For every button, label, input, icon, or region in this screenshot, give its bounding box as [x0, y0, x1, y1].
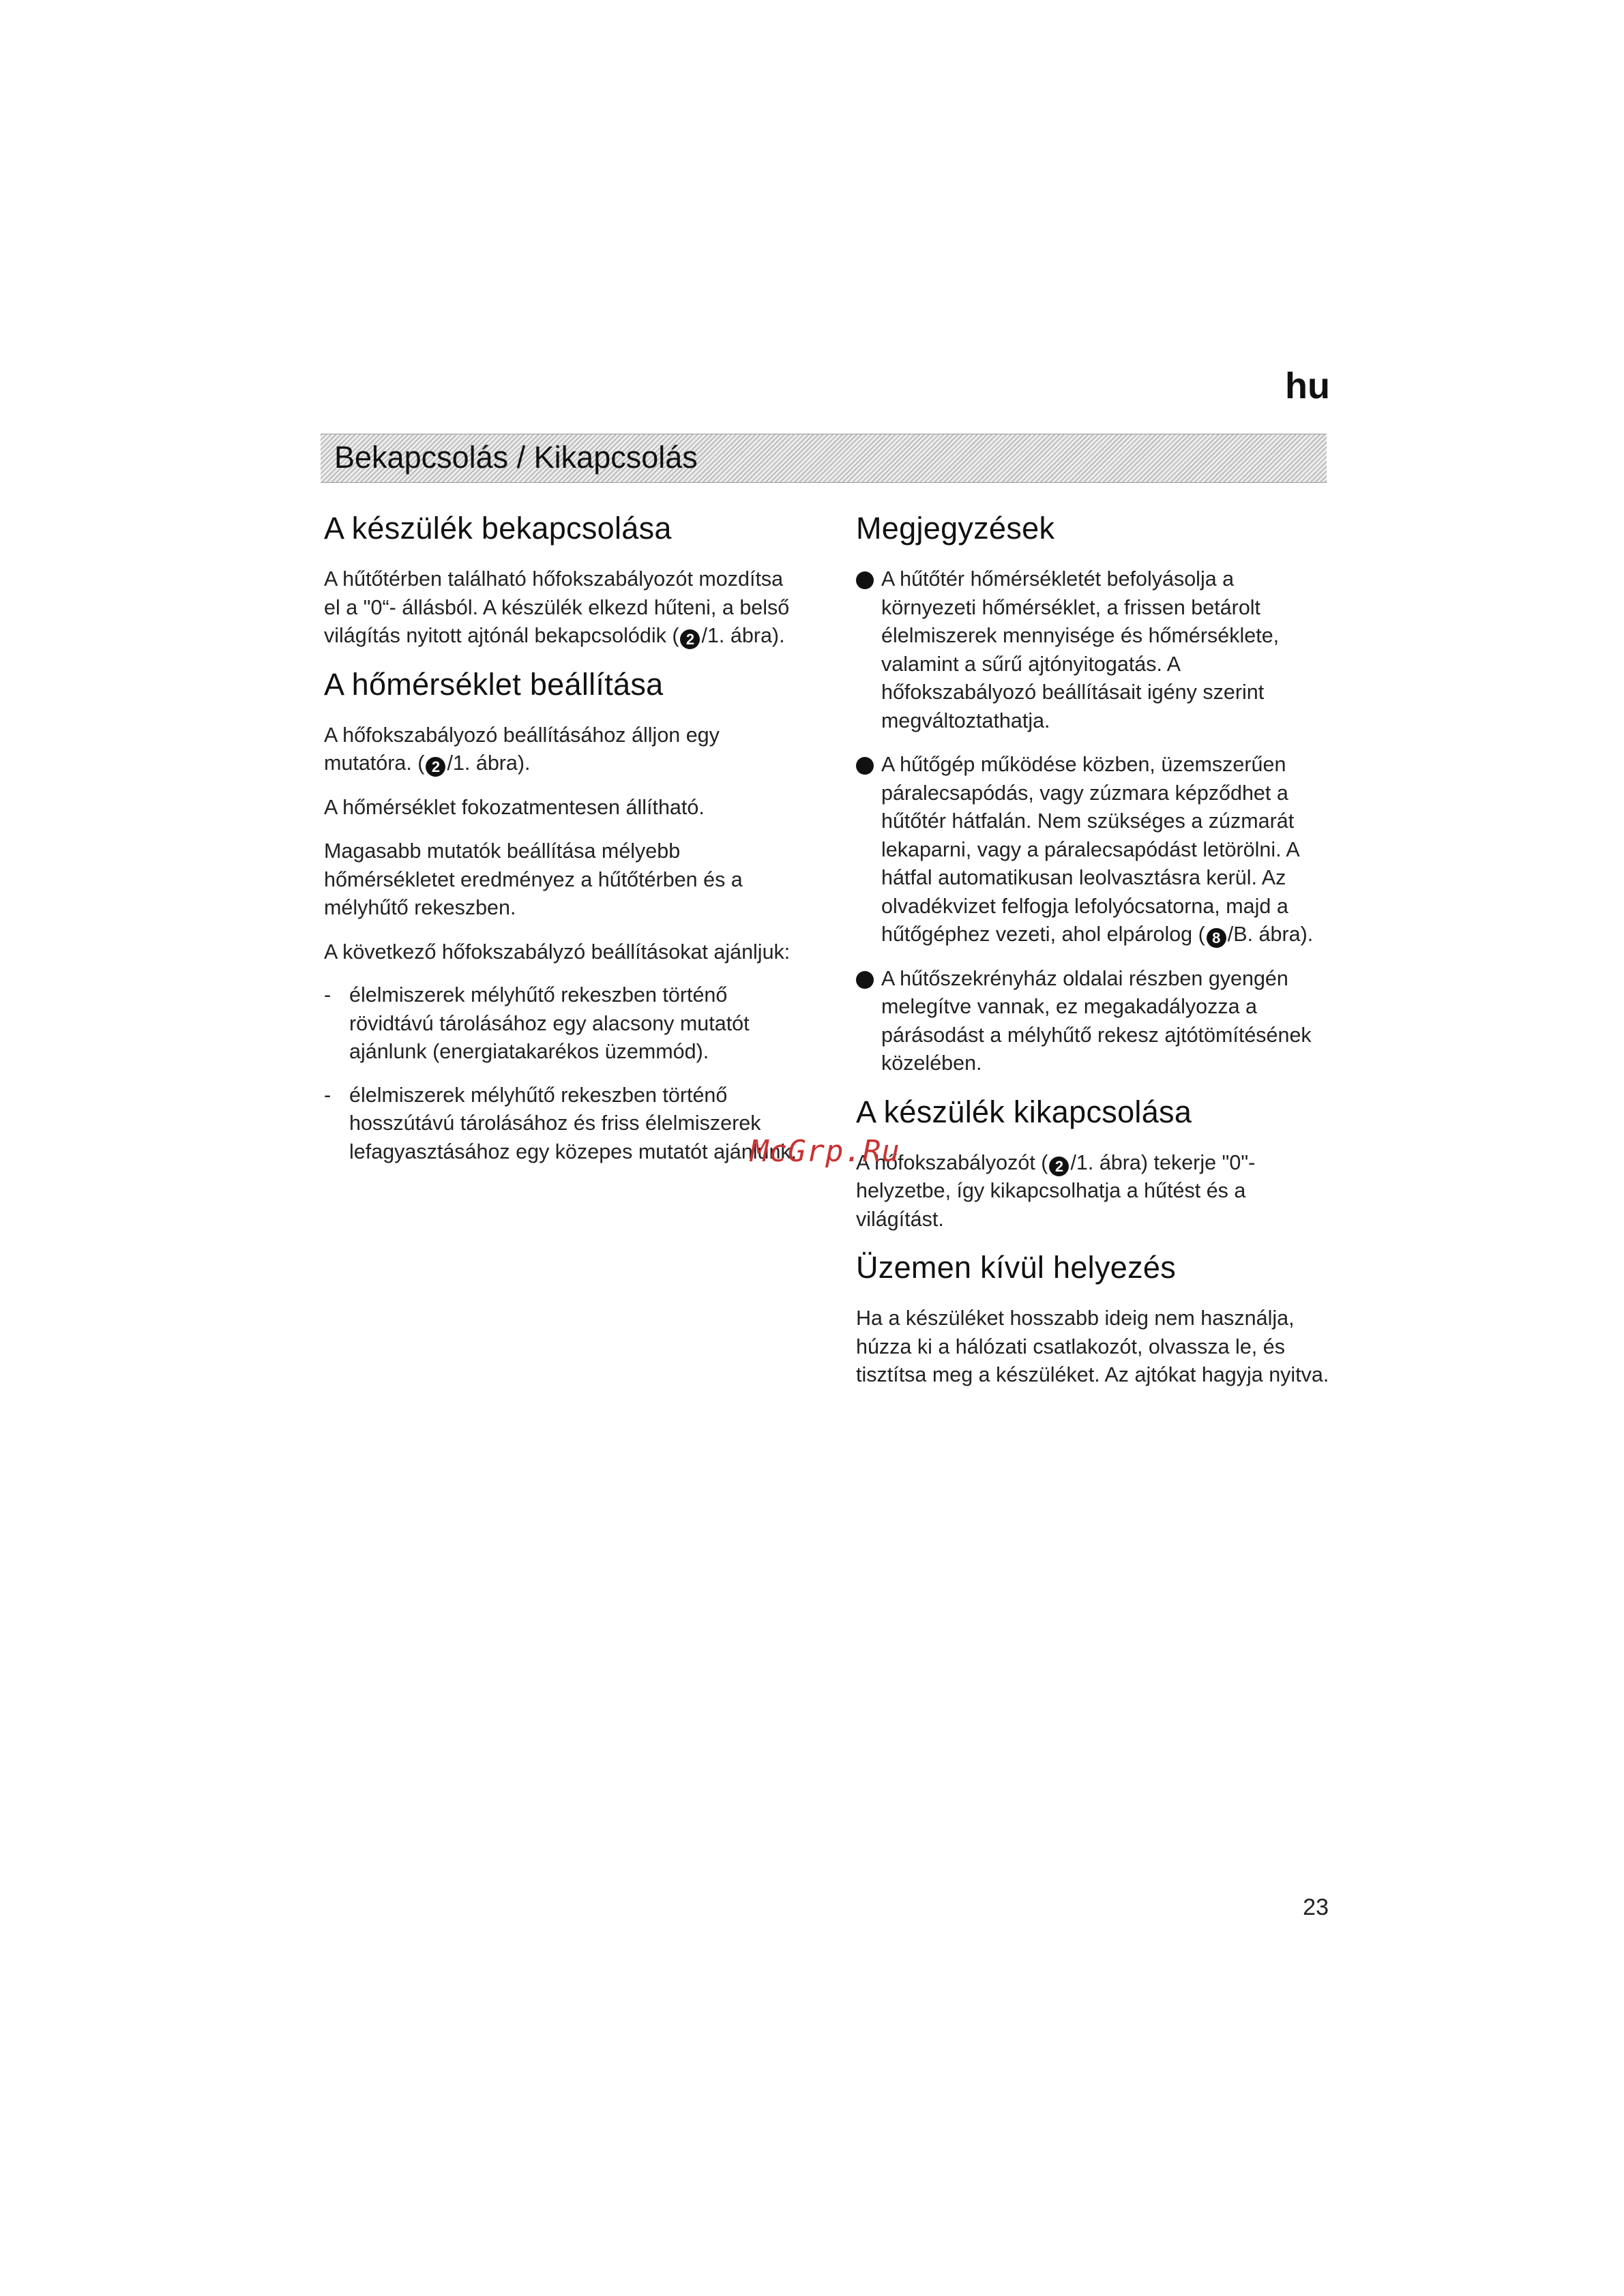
temperature-paragraph-1: A hőfokszabályozó beállításához álljon egy mutatóra. ( 2 /1. ábra).: [324, 723, 720, 775]
figure-ref-badge: 8: [1207, 928, 1226, 948]
language-code: hu: [1285, 366, 1330, 406]
right-column: [856, 508, 1333, 1390]
bullet-icon: [856, 571, 874, 589]
heading-switch-off: A készülék kikapcsolása: [856, 1094, 1192, 1129]
heading-decommission: Üzemen kívül helyezés: [856, 1250, 1176, 1285]
bullet-icon: [856, 971, 874, 989]
temperature-paragraph-2: A hőmérséklet fokozatmentesen állítható.: [324, 795, 705, 819]
list-item: - élelmiszerek mélyhűtő rekeszben történő rövidtávú tárolásához egy alacsony mutatót ajánlunk (energiatakarékos üzemmód).: [324, 981, 801, 1067]
recommendation-list: [324, 981, 801, 1166]
dash-bullet: -: [324, 1083, 331, 1107]
page-number: 23: [1303, 1894, 1329, 1920]
figure-ref-badge: 2: [1049, 1157, 1069, 1176]
left-column: [324, 508, 801, 1166]
note-item: A hűtőszekrényház oldalai részben gyengén melegítve vannak, ez megakadályozza a párásodást a mélyhűtő rekesz ajtótömítésének közelében.: [856, 965, 1333, 1078]
temperature-paragraph-4: A következő hőfokszabályzó beállításokat ajánljuk:: [324, 940, 791, 964]
figure-ref-badge: 2: [426, 757, 445, 777]
heading-temperature-setting: A hőmérséklet beállítása: [324, 666, 664, 702]
heading-notes: Megjegyzések: [856, 511, 1055, 546]
watermark: McGrp.Ru: [750, 1134, 900, 1169]
switch-on-paragraph: A hűtőtérben található hőfokszabályozót mozdítsa el a "0“- állásból. A készülék elkezd hűteni, a belső világítás nyitott ajtónál bekapcsolódik ( 2 /1. ábra).: [324, 567, 790, 648]
banner-title: Bekapcsolás / Kikapcsolás: [334, 440, 698, 475]
dash-bullet: -: [324, 983, 331, 1007]
note-item: A hűtőgép működése közben, üzemszerűen páralecsapódás, vagy zúzmara képződhet a hűtőtér hátfalán. Nem szükséges a zúzmarát lekaparni, vagy a páralecsapódást letörölni. A hátfal automatikusan leolvasztásra kerül. Az olvadékvizet felfogja lefolyócsatorna, majd a hűtőgéphez vezeti, ahol elpárolog ( 8 /B. ábra).: [856, 751, 1333, 949]
section-banner: [321, 434, 1327, 483]
heading-switch-on: A készülék bekapcsolása: [324, 511, 672, 546]
figure-ref-badge: 2: [680, 629, 700, 649]
temperature-paragraph-3: Magasabb mutatók beállítása mélyebb hőmérsékletet eredményez a hűtőtérben és a mélyhűtő rekeszben.: [324, 839, 743, 919]
list-item: - élelmiszerek mélyhűtő rekeszben történő hosszútávú tárolásához és friss élelmiszerek lefagyasztásához egy közepes mutatót ajánlunk.: [324, 1082, 801, 1167]
switch-off-paragraph: A hőfokszabályozót ( 2 /1. ábra) tekerje "0"-helyzetbe, így kikapcsolhatja a hűtést és a világítást.: [856, 1150, 1256, 1231]
note-item: A hűtőtér hőmérsékletét befolyásolja a környezeti hőmérséklet, a frissen betárolt élelmiszerek mennyisége és hőmérséklete, valamint a sűrű ajtónyitogatás. A hőfokszabályozó beállításait igény szerint megváltoztathatja.: [856, 565, 1333, 735]
decommission-paragraph: Ha a készüléket hosszabb ideig nem használja, húzza ki a hálózati csatlakozót, olvassza le, és tisztítsa meg a készüléket. Az ajtókat hagyja nyitva.: [856, 1307, 1329, 1386]
bullet-icon: [856, 757, 874, 775]
